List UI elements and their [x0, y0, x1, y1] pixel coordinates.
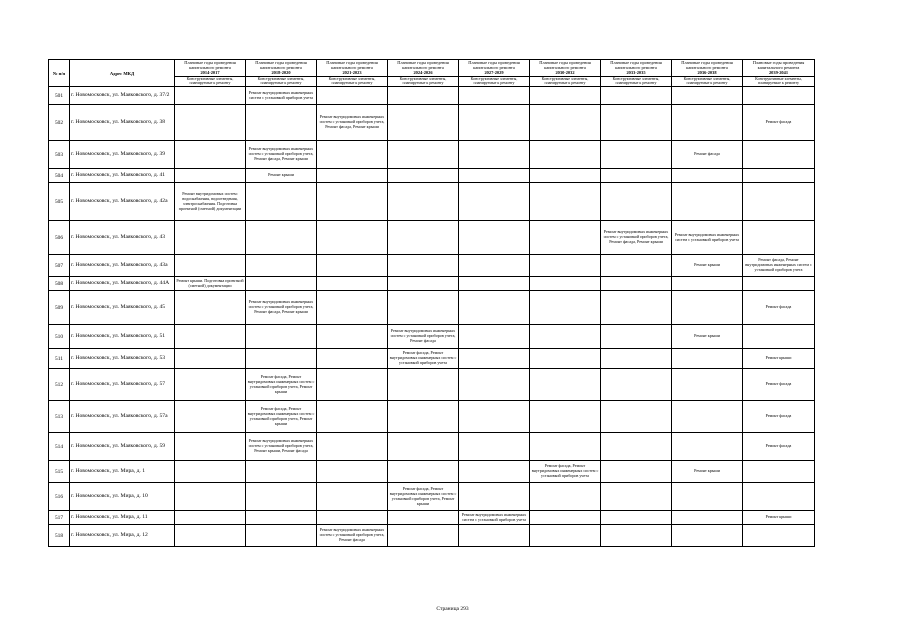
repair-work-cell: Ремонт крыши	[672, 461, 743, 483]
repair-work-cell	[672, 87, 743, 105]
row-address: г. Новомосковск, ул. Маяковского, д. 44А	[70, 277, 175, 291]
repair-work-cell	[317, 87, 388, 105]
header-period	[459, 60, 530, 77]
repair-work-cell	[601, 183, 672, 221]
repair-work-cell: Ремонт внутридомовых инженерных систем с установкой приборов учета, Ремонт фасада, Ремонт крыши	[246, 141, 317, 169]
repair-work-cell	[388, 277, 459, 291]
repair-work-cell	[459, 105, 530, 141]
repair-work-cell	[530, 401, 601, 433]
table-row	[49, 169, 815, 183]
repair-work-cell	[672, 369, 743, 401]
repair-work-cell	[317, 277, 388, 291]
table-row	[49, 433, 815, 461]
header-subtitle: Конструктивные элементы, планируемые к ремонту	[459, 76, 530, 87]
repair-work-cell: Ремонт фасада	[672, 141, 743, 169]
header-period-years: 2030-2032	[555, 70, 575, 76]
header-period-title: Плановые годы проведения капитального ремонта	[184, 60, 236, 71]
table-row	[49, 483, 815, 511]
repair-work-cell	[601, 461, 672, 483]
repair-work-cell	[459, 87, 530, 105]
repair-work-cell	[530, 291, 601, 325]
repair-work-cell	[530, 511, 601, 525]
repair-work-cell	[743, 169, 815, 183]
repair-work-cell	[743, 183, 815, 221]
repair-work-cell: Ремонт внутридомовых инженерных систем с установкой приборов учета, Ремонт фасада, Ремонт крыши	[601, 221, 672, 255]
repair-work-cell	[459, 255, 530, 277]
repair-work-cell	[317, 433, 388, 461]
header-period-title: Плановые годы проведения капитального ремонта	[397, 60, 449, 71]
header-period-years: 2039-2041	[768, 70, 789, 76]
repair-work-cell	[175, 255, 246, 277]
row-address: г. Новомосковск, ул. Маяковского, д. 42а	[70, 183, 175, 221]
repair-work-cell	[175, 221, 246, 255]
repair-work-cell	[317, 255, 388, 277]
row-address: г. Новомосковск, ул. Мира, д. 10	[70, 483, 175, 511]
repair-work-cell	[175, 105, 246, 141]
repair-work-cell	[388, 511, 459, 525]
row-number: 513	[49, 401, 70, 433]
repair-work-cell	[601, 105, 672, 141]
repair-work-cell: Ремонт крыши	[743, 349, 815, 369]
repair-work-cell	[175, 169, 246, 183]
table-row	[49, 525, 815, 547]
repair-work-cell	[175, 141, 246, 169]
table-row	[49, 221, 815, 255]
repair-work-cell	[459, 141, 530, 169]
repair-work-cell	[530, 369, 601, 401]
row-address: г. Новомосковск, ул. Маяковского, д. 57	[70, 369, 175, 401]
repair-work-cell	[388, 291, 459, 325]
row-number: 510	[49, 325, 70, 349]
repair-work-cell	[175, 87, 246, 105]
repair-work-cell: Ремонт фасада, Ремонт внутридомовых инженерных систем с установкой приборов учета	[388, 349, 459, 369]
row-number: 518	[49, 525, 70, 547]
repair-work-cell	[601, 255, 672, 277]
repair-work-cell: Ремонт фасада, Ремонт внутридомовых инженерных систем с установкой приборов учета, Ремонт крыши	[246, 401, 317, 433]
repair-work-cell	[743, 325, 815, 349]
repair-work-cell	[459, 401, 530, 433]
repair-work-cell	[388, 169, 459, 183]
repair-work-cell	[601, 349, 672, 369]
repair-work-cell: Ремонт фасада, Ремонт внутридомовых инженерных систем с установкой приборов учета	[530, 461, 601, 483]
repair-work-cell	[530, 105, 601, 141]
repair-work-cell	[459, 433, 530, 461]
table-row	[49, 461, 815, 483]
repair-work-cell	[175, 483, 246, 511]
repair-work-cell	[388, 105, 459, 141]
row-address: г. Новомосковск, ул. Маяковского, д. 59	[70, 433, 175, 461]
repair-work-cell	[672, 511, 743, 525]
header-period-title: Плановые годы проведения капитального ремонта	[255, 60, 307, 71]
repair-work-cell	[530, 221, 601, 255]
table-row	[49, 369, 815, 401]
repair-work-cell	[388, 433, 459, 461]
repair-work-cell	[317, 369, 388, 401]
header-subtitle: Конструктивные элементы, планируемые к ремонту	[743, 76, 815, 87]
repair-work-cell	[175, 511, 246, 525]
row-address: г. Новомосковск, ул. Маяковского, д. 41	[70, 169, 175, 183]
header-period-title: Плановые годы проведения капитального ремонта	[539, 60, 591, 71]
row-number: 508	[49, 277, 70, 291]
repair-work-cell	[459, 291, 530, 325]
repair-work-cell	[246, 525, 317, 547]
row-number: 509	[49, 291, 70, 325]
table-row	[49, 511, 815, 525]
table-header	[49, 60, 815, 87]
table-row	[49, 277, 815, 291]
repair-work-cell: Ремонт фасада	[743, 369, 815, 401]
row-address: г. Новомосковск, ул. Мира, д. 12	[70, 525, 175, 547]
repair-work-cell	[459, 183, 530, 221]
repair-work-cell: Ремонт внутридомовых инженерных систем с установкой приборов учета	[459, 511, 530, 525]
row-address: г. Новомосковск, ул. Маяковского, д. 39	[70, 141, 175, 169]
header-period	[672, 60, 743, 77]
repair-work-cell	[175, 525, 246, 547]
table-row	[49, 105, 815, 141]
row-address: г. Новомосковск, ул. Мира, д. 1	[70, 461, 175, 483]
repair-work-cell: Ремонт крыши	[672, 325, 743, 349]
repair-work-cell	[317, 349, 388, 369]
header-period	[743, 60, 815, 77]
repair-work-cell: Ремонт фасада	[743, 401, 815, 433]
repair-work-cell	[672, 169, 743, 183]
header-period-years: 2027-2029	[484, 70, 504, 76]
repair-work-cell	[672, 277, 743, 291]
repair-work-cell	[246, 325, 317, 349]
repair-work-cell	[601, 511, 672, 525]
row-address: г. Новомосковск, ул. Маяковского, д. 53	[70, 349, 175, 369]
repair-work-cell	[530, 525, 601, 547]
row-number: 501	[49, 87, 70, 105]
repair-work-cell	[175, 325, 246, 349]
repair-work-cell	[530, 277, 601, 291]
repair-work-cell	[601, 483, 672, 511]
row-address: г. Новомосковск, ул. Маяковского, д. 51	[70, 325, 175, 349]
row-address: г. Новомосковск, ул. Мира, д. 11	[70, 511, 175, 525]
row-number: 511	[49, 349, 70, 369]
repair-work-cell	[246, 255, 317, 277]
repair-work-cell	[459, 325, 530, 349]
header-subtitle: Конструктивные элементы, планируемые к ремонту	[175, 76, 246, 87]
repair-work-cell	[246, 277, 317, 291]
table-row	[49, 87, 815, 105]
repair-work-cell	[743, 483, 815, 511]
repair-work-cell	[530, 87, 601, 105]
repair-work-cell: Ремонт внутридомовых инженерных систем с установкой приборов учета, Ремонт крыши, Ремонт фасада	[246, 433, 317, 461]
repair-work-cell	[530, 433, 601, 461]
repair-work-cell	[743, 87, 815, 105]
header-period-years: 2014-2017	[200, 70, 220, 76]
table-row	[49, 141, 815, 169]
repair-work-cell	[743, 221, 815, 255]
repair-work-cell	[601, 87, 672, 105]
repair-work-cell	[175, 349, 246, 369]
repair-work-cell	[601, 291, 672, 325]
repair-work-cell: Ремонт крыши	[246, 169, 317, 183]
repair-work-cell	[601, 433, 672, 461]
repair-work-cell	[388, 221, 459, 255]
repair-work-cell	[388, 401, 459, 433]
header-subtitle: Конструктивные элементы, планируемые к ремонту	[246, 76, 317, 87]
repair-work-cell	[672, 401, 743, 433]
header-num: № п/п	[49, 60, 70, 87]
header-period-years: 2021-2023	[342, 70, 362, 76]
header-period-years: 2033-2035	[626, 70, 646, 76]
repair-work-cell	[743, 277, 815, 291]
repair-work-cell: Ремонт фасада	[743, 433, 815, 461]
repair-work-cell: Ремонт крыши	[672, 255, 743, 277]
repair-work-cell	[246, 349, 317, 369]
row-number: 505	[49, 183, 70, 221]
header-address: Адрес МКД	[70, 60, 175, 87]
repair-work-cell: Ремонт внутридомовых инженерных систем с установкой приборов учета	[246, 87, 317, 105]
repair-work-cell	[601, 325, 672, 349]
repair-work-cell	[175, 369, 246, 401]
repair-work-cell	[317, 169, 388, 183]
repair-work-cell: Ремонт внутридомовых инженерных систем с установкой приборов учета, Ремонт фасада	[388, 325, 459, 349]
row-address: г. Новомосковск, ул. Маяковского, д. 37/2	[70, 87, 175, 105]
repair-work-cell: Ремонт внутридомовых инженерных систем с установкой приборов учета, Ремонт фасада	[317, 525, 388, 547]
repair-work-cell	[246, 183, 317, 221]
header-subtitle: Конструктивные элементы, планируемые к ремонту	[672, 76, 743, 87]
header-period	[601, 60, 672, 77]
repair-work-cell	[317, 483, 388, 511]
table-row	[49, 183, 815, 221]
repair-work-cell	[672, 433, 743, 461]
repair-work-cell	[246, 461, 317, 483]
header-period-title: Плановые годы проведения капитального ремонта	[752, 60, 805, 71]
repair-work-cell	[530, 169, 601, 183]
header-row-periods	[49, 60, 815, 77]
repair-work-cell	[601, 277, 672, 291]
repair-work-cell	[175, 461, 246, 483]
header-period	[530, 60, 601, 77]
repair-work-cell	[530, 349, 601, 369]
repair-work-cell	[246, 483, 317, 511]
repair-work-cell	[530, 183, 601, 221]
repair-work-cell	[317, 325, 388, 349]
repair-work-cell: Ремонт фасада, Ремонт внутридомовых инженерных систем с установкой приборов учета, Ремонт крыши	[246, 369, 317, 401]
repair-work-cell	[388, 255, 459, 277]
header-period	[246, 60, 317, 77]
repair-work-cell	[175, 291, 246, 325]
header-period-title: Плановые годы проведения капитального ремонта	[326, 60, 378, 71]
header-period-years: 2018-2020	[271, 70, 291, 76]
table-body	[49, 87, 815, 547]
repair-work-cell	[388, 461, 459, 483]
table-row	[49, 401, 815, 433]
repair-work-cell	[459, 277, 530, 291]
repair-work-cell: Ремонт внутридомовых инженерных систем с установкой приборов учета, Ремонт фасада, Ремонт крыши	[317, 105, 388, 141]
repair-work-cell: Ремонт внутридомовых инженерных систем с установкой приборов учета, Ремонт фасада, Ремонт крыши	[246, 291, 317, 325]
repair-work-cell: Ремонт фасада	[743, 291, 815, 325]
repair-work-cell	[530, 483, 601, 511]
repair-work-cell	[459, 525, 530, 547]
header-period-title: Плановые годы проведения капитального ремонта	[681, 60, 733, 71]
repair-work-cell: Ремонт крыши. Подготовка проектной (сметной) документации	[175, 277, 246, 291]
header-period	[317, 60, 388, 77]
repair-work-cell	[317, 401, 388, 433]
repair-work-cell	[530, 255, 601, 277]
table-row	[49, 291, 815, 325]
row-number: 517	[49, 511, 70, 525]
header-period-years: 2024-2026	[413, 70, 433, 76]
repair-work-cell	[246, 105, 317, 141]
repair-work-cell	[601, 169, 672, 183]
header-period-years: 2036-2038	[697, 70, 717, 76]
repair-work-cell	[317, 291, 388, 325]
repair-work-cell	[246, 221, 317, 255]
repair-work-cell	[530, 141, 601, 169]
row-number: 515	[49, 461, 70, 483]
repair-work-cell	[672, 105, 743, 141]
table-row	[49, 255, 815, 277]
repair-work-cell	[459, 483, 530, 511]
repair-work-cell	[388, 525, 459, 547]
repair-work-cell	[601, 141, 672, 169]
repair-work-cell	[388, 87, 459, 105]
repair-work-cell	[601, 401, 672, 433]
row-address: г. Новомосковск, ул. Маяковского, д. 45	[70, 291, 175, 325]
repair-work-cell	[459, 169, 530, 183]
repair-work-cell: Ремонт крыши	[743, 511, 815, 525]
repair-work-cell	[175, 433, 246, 461]
header-period	[388, 60, 459, 77]
repair-work-cell	[672, 525, 743, 547]
row-address: г. Новомосковск, ул. Маяковского, д. 38	[70, 105, 175, 141]
row-number: 506	[49, 221, 70, 255]
repair-work-cell	[388, 183, 459, 221]
repair-work-cell	[672, 483, 743, 511]
header-subtitle: Конструктивные элементы, планируемые к ремонту	[317, 76, 388, 87]
row-number: 514	[49, 433, 70, 461]
row-number: 516	[49, 483, 70, 511]
table-row	[49, 349, 815, 369]
header-period	[175, 60, 246, 77]
capital-repair-table	[48, 59, 815, 547]
repair-work-cell	[388, 141, 459, 169]
repair-work-cell	[459, 349, 530, 369]
repair-work-cell: Ремонт внутридомовых инженерных систем с установкой приборов учета	[672, 221, 743, 255]
repair-work-cell	[459, 369, 530, 401]
header-subtitle: Конструктивные элементы, планируемые к ремонту	[601, 76, 672, 87]
repair-work-cell	[317, 183, 388, 221]
repair-work-cell	[246, 511, 317, 525]
repair-work-cell	[601, 369, 672, 401]
repair-work-cell	[743, 141, 815, 169]
repair-work-cell	[672, 291, 743, 325]
repair-work-cell: Ремонт фасада, Ремонт внутридомовых инженерных систем с установкой приборов учета, Ремонт крыши	[388, 483, 459, 511]
repair-work-cell: Ремонт фасада	[743, 105, 815, 141]
page-number: Страница 293	[436, 606, 469, 612]
header-period-title: Плановые годы проведения капитального ремонта	[468, 60, 520, 71]
row-address: г. Новомосковск, ул. Маяковского, д. 43	[70, 221, 175, 255]
repair-work-cell	[317, 221, 388, 255]
repair-work-cell	[175, 401, 246, 433]
repair-work-cell	[672, 349, 743, 369]
table-row	[49, 325, 815, 349]
row-number: 512	[49, 369, 70, 401]
repair-work-cell	[743, 525, 815, 547]
repair-work-cell: Ремонт фасада, Ремонт внутридомовых инженерных систем с установкой приборов учета	[743, 255, 815, 277]
repair-work-cell	[459, 461, 530, 483]
repair-work-cell	[317, 141, 388, 169]
header-subtitle: Конструктивные элементы, планируемые к ремонту	[530, 76, 601, 87]
row-number: 504	[49, 169, 70, 183]
header-subtitle: Конструктивные элементы, планируемые к ремонту	[388, 76, 459, 87]
repair-work-cell	[530, 325, 601, 349]
row-address: г. Новомосковск, ул. Маяковского, д. 43а	[70, 255, 175, 277]
repair-work-cell	[743, 461, 815, 483]
repair-work-cell	[388, 369, 459, 401]
repair-work-cell	[601, 525, 672, 547]
repair-work-cell	[459, 221, 530, 255]
repair-work-cell	[317, 461, 388, 483]
repair-work-cell	[672, 183, 743, 221]
row-number: 503	[49, 141, 70, 169]
header-period-title: Плановые годы проведения капитального ремонта	[610, 60, 662, 71]
row-number: 502	[49, 105, 70, 141]
row-address: г. Новомосковск, ул. Маяковского, д. 57а	[70, 401, 175, 433]
repair-work-cell: Ремонт внутридомовых систем: водоснабжения, водоотведения, электроснабжения. Подготовка проектной (сметной) документации	[175, 183, 246, 221]
repair-work-cell	[317, 511, 388, 525]
row-number: 507	[49, 255, 70, 277]
